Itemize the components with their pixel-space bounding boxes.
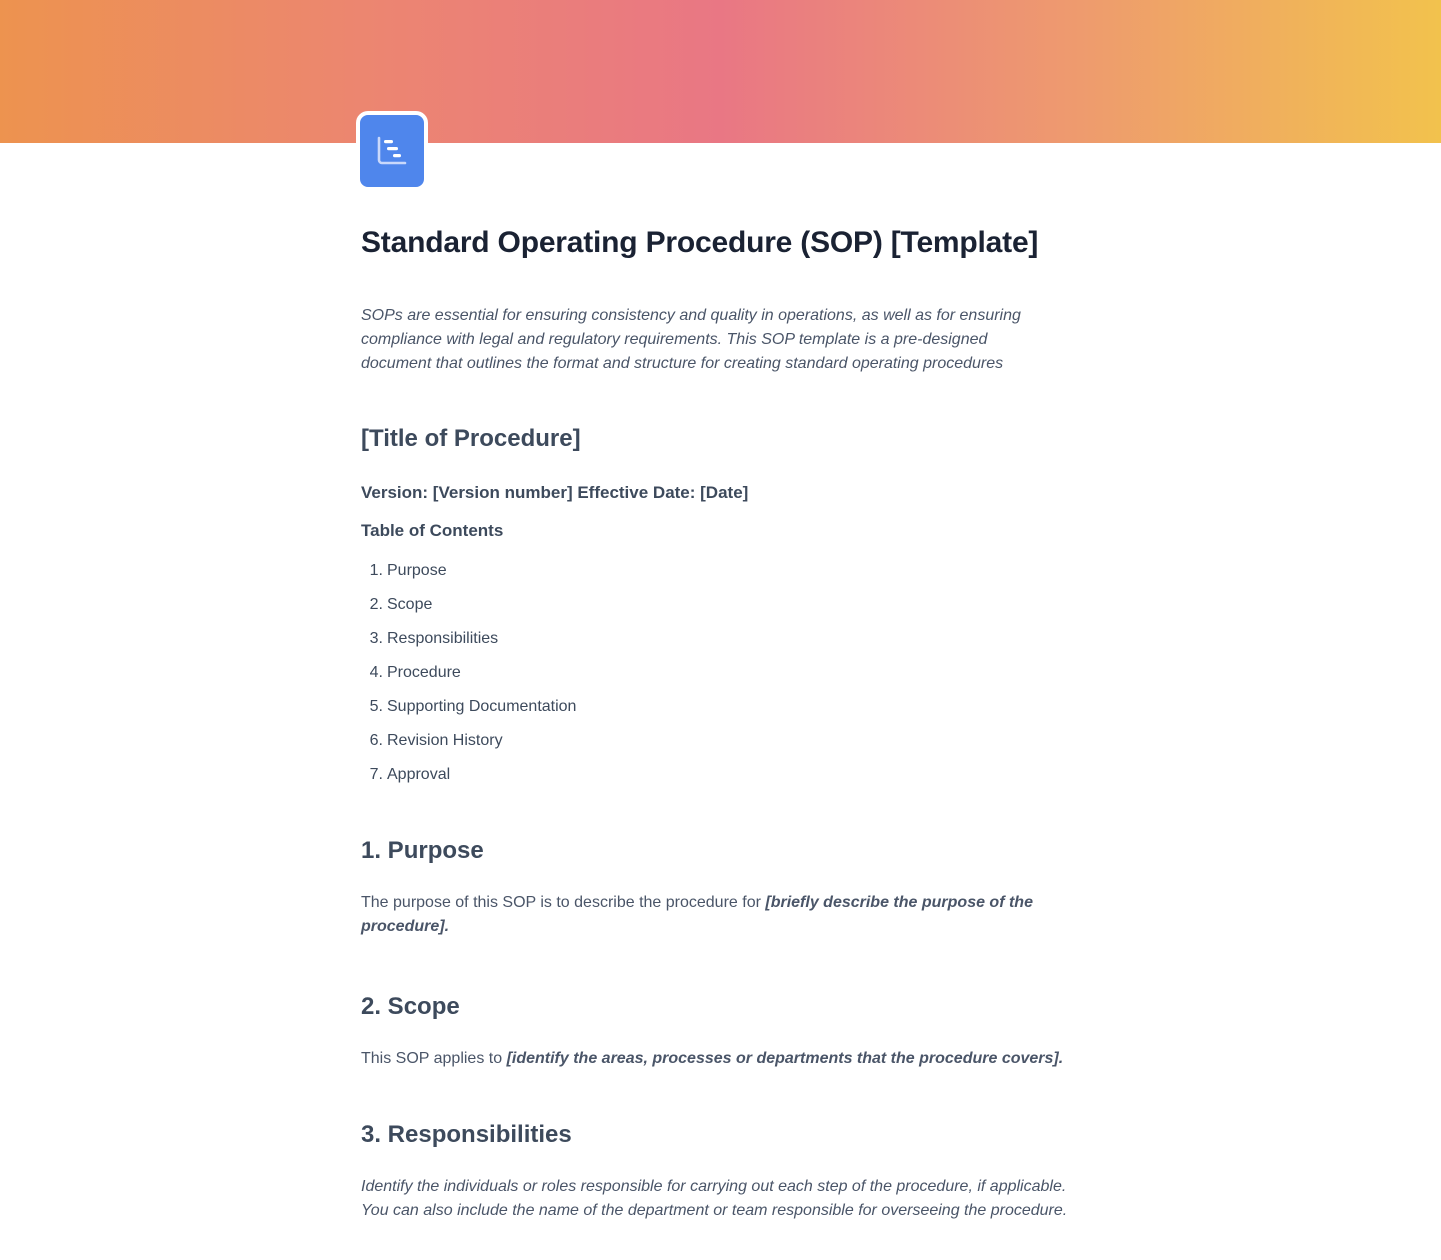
version-line: Version: [Version number] Effective Date: [Date] [361, 483, 749, 502]
toc-item-number: 4. [369, 664, 383, 681]
timeline-icon[interactable] [356, 111, 428, 191]
toc-item-label: Responsibilities [387, 630, 499, 647]
toc-item-number: 6. [369, 732, 383, 749]
toc-item-number: 1. [369, 562, 383, 579]
toc-item-number: 3. [369, 630, 383, 647]
toc-item-number: 2. [369, 596, 383, 613]
table-of-contents [361, 559, 576, 797]
page-title: Standard Operating Procedure (SOP) [Template] [361, 226, 1039, 259]
toc-item-number: 5. [369, 698, 383, 715]
toc-item-approval[interactable] [361, 763, 576, 797]
cover-banner [0, 0, 1441, 143]
scope-paragraph [361, 1047, 1081, 1071]
toc-item-purpose[interactable] [361, 559, 576, 593]
toc-item-revision-history[interactable] [361, 729, 576, 763]
toc-item-supporting-documentation[interactable] [361, 695, 576, 729]
toc-item-label: Procedure [387, 664, 461, 681]
purpose-text: The purpose of this SOP is to describe the procedure for [361, 894, 766, 911]
toc-heading: Table of Contents [361, 521, 504, 540]
procedure-title: [Title of Procedure] [361, 425, 581, 452]
scope-placeholder: [identify the areas, processes or departments that the procedure covers]. [506, 1050, 1064, 1067]
toc-item-scope[interactable] [361, 593, 576, 627]
responsibilities-paragraph: Identify the individuals or roles responsible for carrying out each step of the procedure, if applicable. You can also include the name of the department or team responsible for overseeing the procedure. [361, 1178, 1068, 1219]
purpose-paragraph [361, 891, 1061, 939]
timeline-icon-glyph [372, 131, 412, 171]
toc-item-label: Supporting Documentation [387, 698, 577, 715]
toc-item-label: Purpose [387, 562, 447, 579]
toc-item-procedure[interactable] [361, 661, 576, 695]
scope-text: This SOP applies to [361, 1050, 507, 1067]
section-heading-scope: 2. Scope [361, 993, 460, 1020]
toc-item-responsibilities[interactable] [361, 627, 576, 661]
section-heading-responsibilities: 3. Responsibilities [361, 1121, 572, 1148]
section-heading-purpose: 1. Purpose [361, 837, 484, 864]
toc-item-number: 7. [369, 766, 383, 783]
toc-item-label: Scope [387, 596, 433, 613]
intro-callout: SOPs are essential for ensuring consistency and quality in operations, as well as for ensuring compliance with legal and regulatory requirements. This SOP template is a pre-designed document that outlines the format and structure for creating standard operating procedures [361, 307, 1021, 372]
toc-item-label: Approval [387, 766, 451, 783]
toc-item-label: Revision History [387, 732, 503, 749]
purpose-placeholder: [briefly describe the purpose of the procedure]. [361, 894, 1033, 935]
